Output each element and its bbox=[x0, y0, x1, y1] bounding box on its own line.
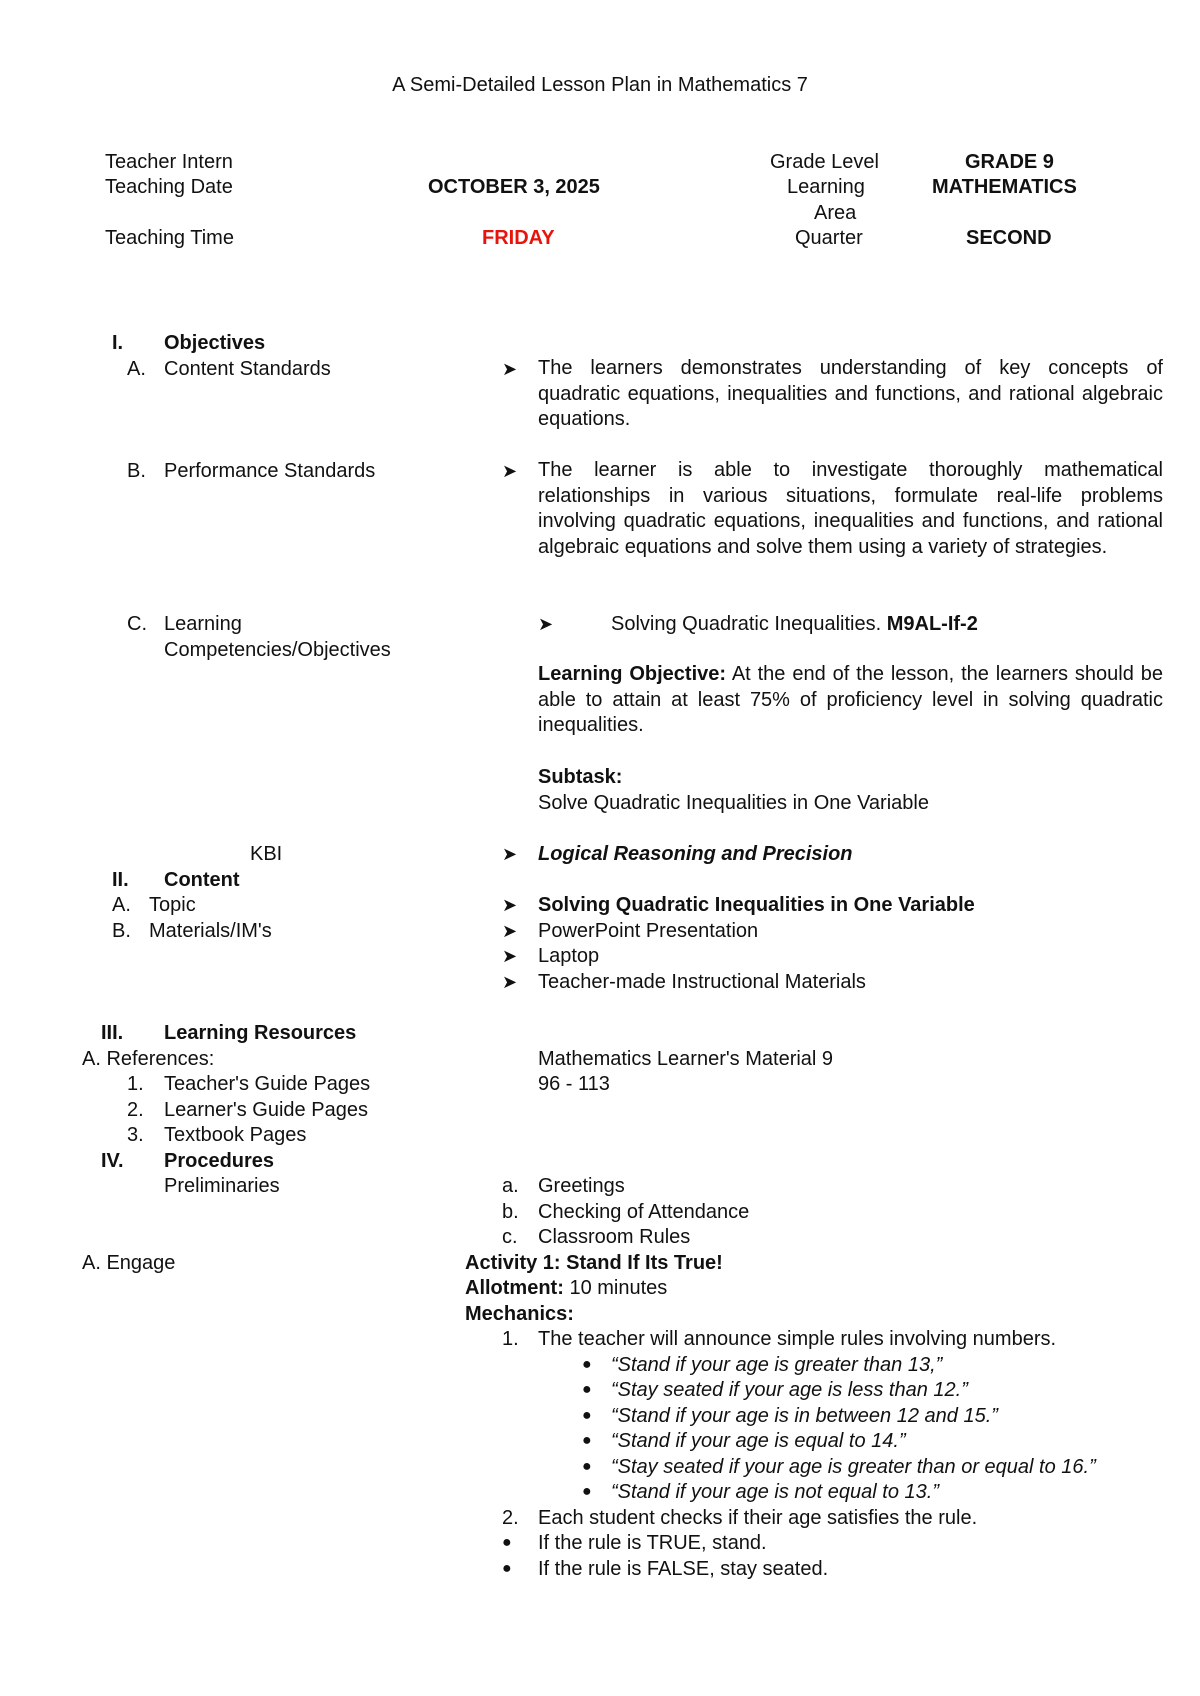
learning-area-label-1: Learning bbox=[787, 176, 865, 198]
competency-text: Solving Quadratic Inequalities. M9AL-If-2 bbox=[611, 613, 978, 635]
bullet-icon: ● bbox=[582, 1483, 592, 1500]
allotment bbox=[465, 1275, 667, 1301]
content-standards-letter: A. bbox=[127, 358, 146, 380]
preliminary-letter: a. bbox=[502, 1175, 519, 1197]
arrow-bullet-icon: ➤ bbox=[502, 895, 518, 915]
subtask-label: Subtask: bbox=[538, 766, 623, 788]
bullet-icon: ● bbox=[502, 1560, 512, 1577]
step-number: 2. bbox=[502, 1507, 519, 1529]
topic-text: Solving Quadratic Inequalities in One Variable bbox=[538, 894, 975, 916]
bullet-icon: ● bbox=[582, 1381, 592, 1398]
rule-item: “Stand if your age is equal to 14.” bbox=[611, 1430, 906, 1452]
step-number: 1. bbox=[502, 1328, 519, 1350]
preliminary-item: Checking of Attendance bbox=[538, 1201, 750, 1223]
engage-label: A. Engage bbox=[82, 1252, 176, 1274]
competency-code: M9AL-If-2 bbox=[886, 613, 978, 635]
objectives-heading: Objectives bbox=[164, 332, 266, 354]
references-label: A. References: bbox=[82, 1048, 215, 1070]
preliminary-letter: b. bbox=[502, 1201, 519, 1223]
quarter-value: SECOND bbox=[966, 227, 1052, 249]
rule-item: “Stand if your age is in between 12 and 15.” bbox=[611, 1405, 998, 1427]
arrow-bullet-icon: ➤ bbox=[502, 359, 518, 379]
arrow-bullet-icon: ➤ bbox=[538, 614, 554, 634]
allotment-label: Allotment: bbox=[465, 1277, 564, 1299]
material-item: Teacher-made Instructional Materials bbox=[538, 971, 866, 993]
resources-numeral: III. bbox=[101, 1022, 124, 1044]
topic-letter: A. bbox=[112, 894, 131, 916]
rule-item: “Stand if your age is not equal to 13.” bbox=[611, 1481, 939, 1503]
quarter-label: Quarter bbox=[795, 227, 863, 249]
preliminary-item: Classroom Rules bbox=[538, 1226, 691, 1248]
arrow-bullet-icon: ➤ bbox=[502, 921, 518, 941]
content-heading: Content bbox=[164, 869, 240, 891]
reference-number: 2. bbox=[127, 1099, 144, 1121]
bullet-icon: ● bbox=[502, 1534, 512, 1551]
subtask-text: Solve Quadratic Inequalities in One Variable bbox=[538, 792, 929, 814]
objectives-numeral: I. bbox=[112, 332, 124, 354]
content-standards-text: The learners demonstrates understanding of key concepts of quadratic equations, inequalities and functions, and rational algebraic equations. bbox=[538, 357, 1163, 430]
rule-item: “Stand if your age is greater than 13,” bbox=[611, 1354, 943, 1376]
resources-heading: Learning Resources bbox=[164, 1022, 357, 1044]
learning-competencies-label-2: Competencies/Objectives bbox=[164, 639, 391, 661]
rule-item: “Stay seated if your age is less than 12.” bbox=[611, 1379, 968, 1401]
performance-standards-letter: B. bbox=[127, 460, 146, 482]
page-title: A Semi-Detailed Lesson Plan in Mathematics 7 bbox=[392, 74, 808, 96]
kbi-text: Logical Reasoning and Precision bbox=[538, 843, 853, 865]
materials-letter: B. bbox=[112, 920, 131, 942]
teaching-date-label: Teaching Date bbox=[105, 176, 233, 198]
reference-number: 1. bbox=[127, 1073, 144, 1095]
content-numeral: II. bbox=[112, 869, 129, 891]
reference-item: Learner's Guide Pages bbox=[164, 1099, 368, 1121]
materials-label: Materials/IM's bbox=[149, 920, 272, 942]
mechanics-step-1: The teacher will announce simple rules involving numbers. bbox=[538, 1328, 1057, 1350]
arrow-bullet-icon: ➤ bbox=[502, 844, 518, 864]
bullet-icon: ● bbox=[582, 1432, 592, 1449]
learning-area-label-2: Area bbox=[814, 202, 857, 224]
reference-pages: 96 - 113 bbox=[538, 1073, 610, 1095]
reference-item: Textbook Pages bbox=[164, 1124, 307, 1146]
reference-item: Teacher's Guide Pages bbox=[164, 1073, 371, 1095]
outcome-item: If the rule is FALSE, stay seated. bbox=[538, 1558, 829, 1580]
performance-standards-text: The learner is able to investigate thoroughly mathematical relationships in various situations, formulate real-life problems involving quadratic equations, inequalities and functions, and rational algebraic equations and solve them using a variety of strategies. bbox=[538, 459, 1163, 558]
bullet-icon: ● bbox=[582, 1356, 592, 1373]
kbi-label: KBI bbox=[250, 843, 283, 865]
learning-area-value: MATHEMATICS bbox=[932, 176, 1077, 198]
reference-number: 3. bbox=[127, 1124, 144, 1146]
procedures-numeral: IV. bbox=[101, 1150, 124, 1172]
bullet-icon: ● bbox=[582, 1407, 592, 1424]
grade-level-value: GRADE 9 bbox=[965, 151, 1054, 173]
teaching-time-label: Teaching Time bbox=[105, 227, 234, 249]
mechanics-step-2: Each student checks if their age satisfies the rule. bbox=[538, 1507, 978, 1529]
procedures-heading: Procedures bbox=[164, 1150, 275, 1172]
rule-item: “Stay seated if your age is greater than or equal to 16.” bbox=[611, 1456, 1096, 1478]
performance-standards-label: Performance Standards bbox=[164, 460, 376, 482]
topic-label: Topic bbox=[149, 894, 196, 916]
material-item: Laptop bbox=[538, 945, 600, 967]
teacher-intern-label: Teacher Intern bbox=[105, 151, 233, 173]
reference-material: Mathematics Learner's Material 9 bbox=[538, 1048, 834, 1070]
preliminary-item: Greetings bbox=[538, 1175, 625, 1197]
learning-objective-text: At the end of the lesson, the learners should be able to attain at least 75% of proficiency level in solving quadratic inequalities. bbox=[538, 663, 1164, 736]
teaching-time-value: FRIDAY bbox=[482, 227, 555, 249]
learning-objective-label: Learning Objective: bbox=[538, 663, 727, 685]
learning-competencies-letter: C. bbox=[127, 613, 147, 635]
material-item: PowerPoint Presentation bbox=[538, 920, 759, 942]
activity-title: Activity 1: Stand If Its True! bbox=[465, 1252, 723, 1274]
preliminary-letter: c. bbox=[502, 1226, 518, 1248]
learning-competencies-label-1: Learning bbox=[164, 613, 242, 635]
arrow-bullet-icon: ➤ bbox=[502, 461, 518, 481]
content-standards-label: Content Standards bbox=[164, 358, 331, 380]
grade-level-label: Grade Level bbox=[770, 151, 879, 173]
learning-objective bbox=[538, 662, 1163, 739]
arrow-bullet-icon: ➤ bbox=[502, 972, 518, 992]
preliminaries-label: Preliminaries bbox=[164, 1175, 280, 1197]
allotment-value: 10 minutes bbox=[569, 1277, 668, 1299]
mechanics-label: Mechanics: bbox=[465, 1303, 574, 1325]
bullet-icon: ● bbox=[582, 1458, 592, 1475]
teaching-date-value: OCTOBER 3, 2025 bbox=[428, 176, 600, 198]
outcome-item: If the rule is TRUE, stand. bbox=[538, 1532, 767, 1554]
arrow-bullet-icon: ➤ bbox=[502, 946, 518, 966]
